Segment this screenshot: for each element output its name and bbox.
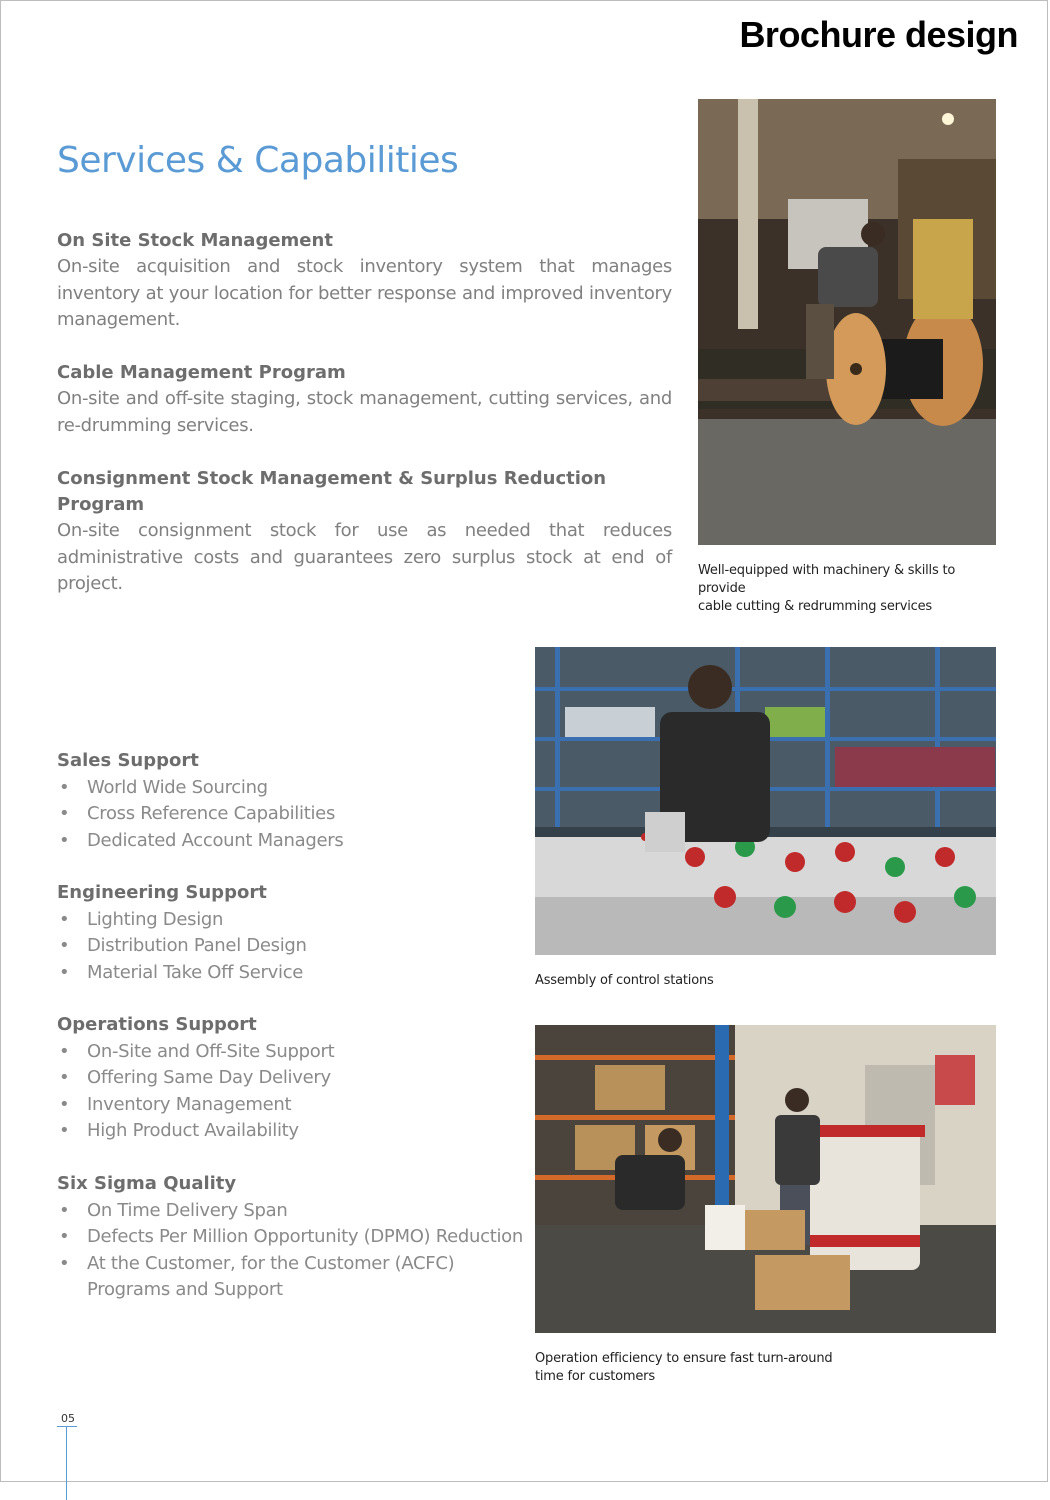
list-item: • Lighting Design <box>57 907 527 934</box>
caption-line: time for customers <box>535 1369 655 1384</box>
service-text: On-site acquisition and stock inventory system that manages inventory at your location for better response and improved inventory management. <box>57 256 672 330</box>
caption-line: Operation efficiency to ensure fast turn-around <box>535 1351 833 1366</box>
photo-warehouse-operations <box>535 1025 996 1333</box>
brochure-label: Brochure design <box>739 14 1018 55</box>
operations-support <box>57 1012 527 1145</box>
service-title: Cable Management Program <box>57 362 346 383</box>
support-title: Six Sigma Quality <box>57 1173 237 1194</box>
service-on-site-stock <box>57 228 672 334</box>
support-title: Sales Support <box>57 750 199 771</box>
list-item: • Inventory Management <box>57 1092 527 1119</box>
list-item: • World Wide Sourcing <box>57 775 527 802</box>
engineering-support <box>57 880 527 986</box>
page-number-rule <box>57 1426 77 1427</box>
list-item: • Dedicated Account Managers <box>57 828 527 855</box>
list-item: • On Time Delivery Span <box>57 1198 527 1225</box>
caption-control-stations <box>535 972 935 990</box>
caption-cable-workshop <box>698 562 998 616</box>
page-title: Services & Capabilities <box>57 140 459 181</box>
support-list <box>57 775 527 855</box>
list-item: • On-Site and Off-Site Support <box>57 1039 527 1066</box>
sales-support <box>57 748 527 854</box>
list-item: • High Product Availability <box>57 1118 527 1145</box>
list-item: • Cross Reference Capabilities <box>57 801 527 828</box>
support-title: Engineering Support <box>57 882 267 903</box>
list-item: • Distribution Panel Design <box>57 933 527 960</box>
support-list <box>57 1198 527 1304</box>
caption-line: Assembly of control stations <box>535 973 714 988</box>
photo-control-stations <box>535 647 996 955</box>
six-sigma-quality <box>57 1171 527 1304</box>
list-item: • Defects Per Million Opportunity (DPMO) Reduction <box>57 1224 527 1251</box>
service-text: On-site consignment stock for use as needed that reduces administrative costs and guarantees zero surplus stock at end of project. <box>57 520 672 594</box>
page-number: 05 <box>61 1412 75 1425</box>
service-cable-management <box>57 360 672 439</box>
page-number-rule <box>66 1426 67 1500</box>
service-title: Consignment Stock Management & Surplus Reduction Program <box>57 468 607 515</box>
caption-line: Well-equipped with machinery & skills to provide <box>698 563 956 596</box>
list-item: • Material Take Off Service <box>57 960 527 987</box>
support-list <box>57 907 527 987</box>
caption-line: cable cutting & redrumming services <box>698 599 932 614</box>
list-item: • At the Customer, for the Customer (ACFC) Programs and Support <box>57 1251 527 1304</box>
photo-cable-workshop <box>698 99 996 545</box>
support-title: Operations Support <box>57 1014 257 1035</box>
service-title: On Site Stock Management <box>57 230 333 251</box>
list-item: • Offering Same Day Delivery <box>57 1065 527 1092</box>
caption-warehouse-operations <box>535 1350 835 1386</box>
service-consignment-stock <box>57 466 672 598</box>
support-list <box>57 1039 527 1145</box>
service-text: On-site and off-site staging, stock management, cutting services, and re-drumming services. <box>57 388 672 436</box>
